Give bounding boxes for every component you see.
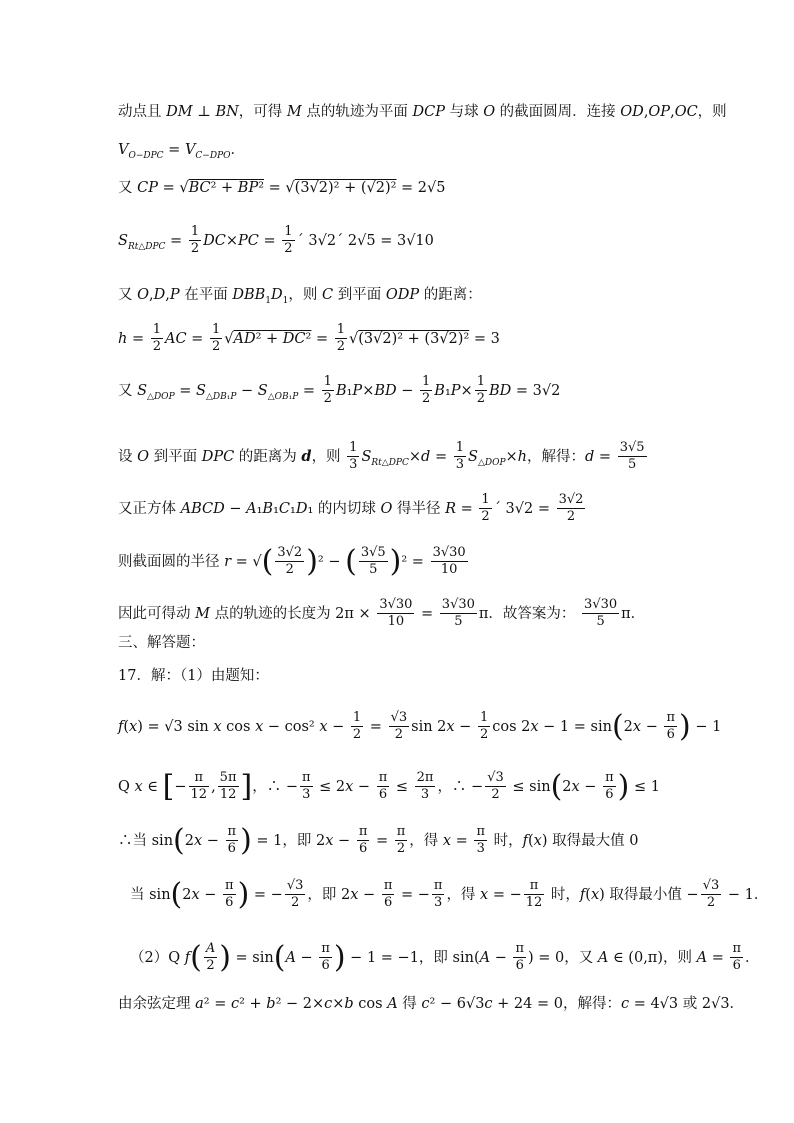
solution-line-4 [118,224,434,257]
solution-line-14 [118,710,721,743]
solution-line-3 [118,178,446,198]
text: 又正方体 ABCD − A₁B₁C₁D₁ 的内切球 O 得半径 R = $\frac{1}{2}$ ´ 3√2 = $\frac{3√2}{2}$ [118,492,584,524]
text: 由余弦定理 a² = c² + b² − 2×c×b cos A 得 c² − 6√3c + 24 = 0，解得：c = 4√3 或 2√3． [118,996,745,1012]
section-heading [118,633,205,653]
solution-line-5 [118,285,482,311]
text: h = $\frac{1}{2}$ AC = $\frac{1}{2}$ √AD² + DC² = $\frac{1}{2}$ √(3√2)² + (3√2)² = 3 [118,322,500,354]
text: 因此可得动 M 点的轨迹的长度为 2π × $\frac{3√30}{10}$ = $\frac{3√30}{5}$ π．故答案为： $\frac{3√30}{5}$ π． [118,597,646,629]
text: ∴当 sin(2x − $\frac{\pi}{6}$ ) = 1，即 2x − $\frac{\pi}{6}$ = $\frac{\pi}{2}$ ，得 x = $\frac{\pi}{3}$ 时，f(x) 取得最大值 0 [118,822,639,858]
text: 17．解：（1）由题知： [118,668,269,684]
solution-line-9 [118,492,587,525]
text: 则截面圆的半径 r = √( $\frac{3√2}{2}$ )² − ( $\frac{3√5}{5}$ )² = $\frac{3√30}{10}$ [118,543,466,579]
solution-line-7 [118,374,560,407]
text: 动点且 DM ⊥ BN，可得 M 点的轨迹为平面 DCP 与球 O 的截面圆周．连接 OD,OP,OC，则 [118,104,727,120]
solution-line-1 [118,102,727,122]
text: $V_{O-DPC} = V_{C-DPO}$． [118,142,245,161]
text: 又 $S_{\triangle DOP} = S_{\triangle DB_1P} - S_{\triangle OB_1P}$ = $\frac{1}{2}$ B₁P×BD − $\frac{1}{2}$ B₁P× $\frac{1}{2}$ BD = 3√2 [118,374,561,406]
solution-line-6 [118,322,500,355]
problem-17-intro [118,666,269,686]
solution-line-17 [130,878,768,911]
text: 设 O 到平面 DPC 的距离为 d，则 $\frac{1}{3}$ $S_{Rt\triangle DPC}\times d$ = $\frac{1}{3}$ $S_{\triangle DOP}\times h$，解得：d = $\frac{3√5}{5}$ [118,440,645,472]
solution-line-16 [118,824,638,857]
solution-line-19 [118,994,744,1014]
solution-line-2 [118,140,245,166]
text: 当 sin(2x − $\frac{\pi}{6}$ ) = − $\frac{√3}{2}$ ，即 2x − $\frac{\pi}{6}$ = − $\frac{\pi}{3}$ ，得 x = − $\frac{\pi}{12}$ 时，f(x) 取得最小值 − $\frac{√3}{2}$ − 1． [130,876,769,912]
solution-line-11 [118,597,645,630]
text: 又 O,D,P 在平面 $DBB_1D_1$，则 C 到平面 ODP 的距离： [118,287,482,306]
solution-line-15 [118,770,660,803]
text: f(x) = √3 sin x cos x − cos² x − $\frac{1}{2}$ = $\frac{√3}{2}$ sin 2x − $\frac{1}{2}$ cos 2x − 1 = sin(2x − $\frac{\pi}{6}$ ) − 1 [118,708,722,744]
text: 三、解答题： [118,635,205,651]
text: Q x ∈ [− $\frac{\pi}{12}$ , $\frac{5\pi}{12}$ ]，∴ − $\frac{\pi}{3}$ ≤ 2x − $\frac{\pi}{6}$ ≤ $\frac{2\pi}{3}$ ，∴ − $\frac{√3}{2}$ ≤ sin(2x − $\frac{\pi}{6}$ ) ≤ 1 [118,768,660,804]
text: 又 CP = √BC² + BP² = √(3√2)² + (√2)² = 2√5 [118,180,446,196]
solution-line-8 [118,440,649,473]
text: （2）Q f( $\frac{A}{2}$ ) = sin(A − $\frac{\pi}{6}$ ) − 1 = −1，即 sin(A − $\frac{\pi}{6}$ ) = 0，又 A ∈ (0,π)，则 A = $\frac{\pi}{6}$ ． [130,939,760,975]
text: $S_{Rt\triangle DPC}$ = $\frac{1}{2}$ DC×PC = $\frac{1}{2}$ ´ 3√2´ 2√5 = 3√10 [118,224,434,256]
solution-line-18 [130,941,760,974]
solution-line-10 [118,545,470,578]
